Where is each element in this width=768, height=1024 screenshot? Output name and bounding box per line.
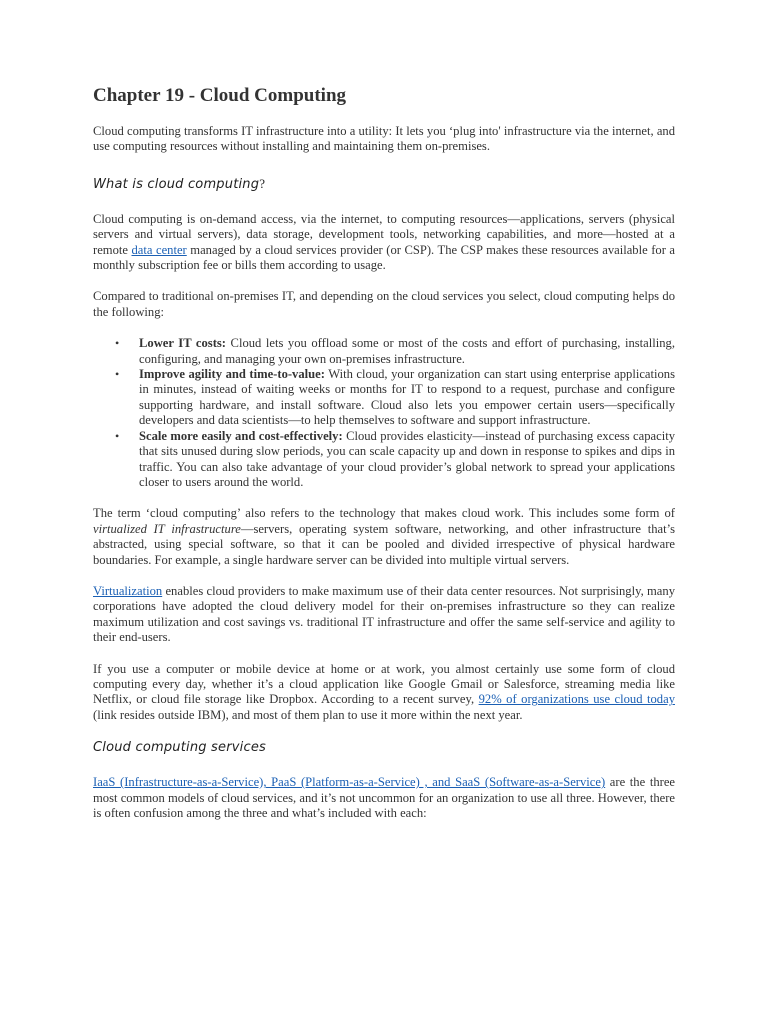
document-body bbox=[93, 84, 675, 821]
survey-link[interactable]: 92% of organizations use cloud today bbox=[478, 692, 675, 707]
heading-cloud-services: Cloud computing services bbox=[93, 740, 266, 756]
benefit-text: Cloud provides elasticity—instead of purchasing excess capacity that sits unused during slow periods, you can scale capacity up and down in response to spikes and dips in traffic. You can also take advantage of your cloud provider’s global network to spread your applications closer to users around the world. bbox=[139, 428, 675, 489]
virtualization-link[interactable]: Virtualization bbox=[93, 583, 163, 598]
heading-what-question-mark: ? bbox=[259, 175, 266, 191]
definition-text-before: Cloud computing is on-demand access, via the internet, to computing resources—applications, servers (physical servers and virtual servers), data storage, development tools, networking capabilities, and more—hosted at a remote bbox=[93, 211, 675, 257]
benefit-text: Cloud lets you offload some or most of the costs and effort of purchasing, installing, configuring, and managing your own on-premises infrastructure. bbox=[139, 336, 675, 366]
benefit-item-agility bbox=[93, 367, 675, 429]
intro-paragraph: Cloud computing transforms IT infrastructure into a utility: It lets you ‘plug into' infrastructure via the internet, and use computing resources without installing and maintaining them on-premises. bbox=[93, 124, 675, 154]
definition-paragraph bbox=[93, 212, 675, 274]
term-text-after: —servers, operating system software, networking, and other infrastructure that’s abstracted, using special software, so that it can be pooled and divided irrespective of physical hardware boundaries. For example, a single hardware server can be divided into multiple virtual servers. bbox=[93, 521, 675, 567]
benefit-lead: Improve agility and time-to-value: bbox=[139, 367, 325, 382]
usage-paragraph bbox=[93, 662, 675, 724]
service-models-link[interactable]: IaaS (Infrastructure-as-a-Service), PaaS (Platform-as-a-Service) , and SaaS (Software-as-a-Service) bbox=[93, 775, 606, 790]
compared-paragraph: Compared to traditional on-premises IT, and depending on the cloud services you select, cloud computing helps do the following: bbox=[93, 289, 675, 319]
term-paragraph bbox=[93, 506, 675, 568]
benefit-lead: Lower IT costs: bbox=[139, 336, 226, 351]
benefit-item-scale bbox=[93, 429, 675, 491]
definition-text-after: managed by a cloud services provider (or CSP). The CSP makes these resources available for a monthly subscription fee or bills them according to usage. bbox=[93, 242, 675, 273]
term-emphasis: virtualized IT infrastructure bbox=[93, 521, 241, 536]
bullet-marker: • bbox=[115, 367, 120, 382]
benefit-item-lower-costs bbox=[93, 336, 675, 367]
heading-what-text: What is cloud computing bbox=[93, 176, 260, 192]
virtualization-text: enables cloud providers to make maximum use of their data center resources. Not surprisingly, many corporations have adopted the cloud delivery model for their on-premises infrastructure so they can realize maximum utilization and cost savings vs. traditional IT infrastructure and offer the same self-service and agility to their end-users. bbox=[93, 583, 675, 645]
virtualization-paragraph bbox=[93, 584, 675, 646]
bullet-marker: • bbox=[115, 428, 120, 443]
services-text: are the three most common models of cloud services, and it’s not uncommon for an organization to use all three. However, there is often confusion among the three and what’s included with each: bbox=[93, 775, 675, 820]
bullet-marker: • bbox=[115, 336, 120, 351]
benefits-list bbox=[93, 336, 675, 490]
services-paragraph bbox=[93, 775, 675, 821]
data-center-link[interactable]: data center bbox=[131, 242, 187, 257]
chapter-title: Chapter 19 - Cloud Computing bbox=[93, 85, 347, 106]
usage-text-before: If you use a computer or mobile device at home or at work, you almost certainly use some form of cloud computing every day, whether it’s a cloud application like Google Gmail or Salesforce, streaming media like Netflix, or cloud file storage like Dropbox. According to a recent survey, bbox=[93, 661, 675, 707]
benefit-lead: Scale more easily and cost-effectively: bbox=[139, 428, 343, 443]
usage-text-after: (link resides outside IBM), and most of them plan to use it more within the next year. bbox=[93, 707, 523, 722]
heading-what-is-cloud bbox=[93, 175, 675, 194]
term-text-before: The term ‘cloud computing’ also refers to the technology that makes cloud work. This includes some form of bbox=[93, 506, 675, 521]
benefit-text: With cloud, your organization can start using enterprise applications in minutes, instead of waiting weeks or months for IT to respond to a request, purchase and configure supporting hardware, and install software. Cloud also lets you empower certain users—specifically developers and data scientists—to help themselves to software and support infrastructure. bbox=[139, 367, 675, 428]
